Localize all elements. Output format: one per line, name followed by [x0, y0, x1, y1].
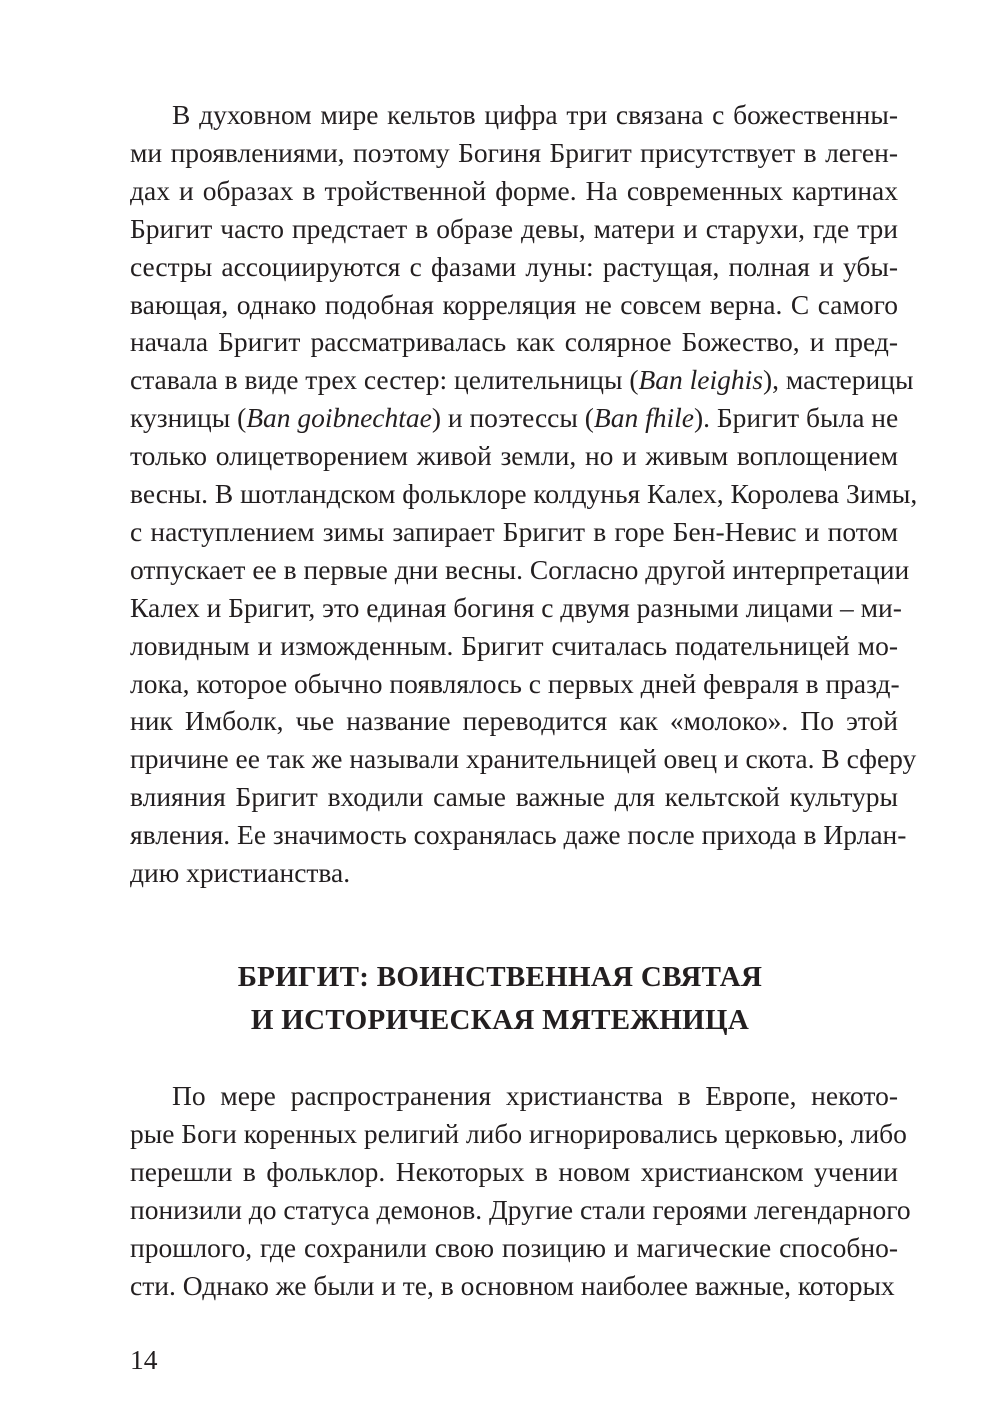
- text-line: Бригит часто предстает в образе девы, матери и старухи, где три: [130, 212, 898, 244]
- text-line: начала Бригит рассматривалась как солярное Божество, и пред-: [130, 326, 898, 358]
- text-line: прошлого, где сохранили свою позицию и магические способно-: [130, 1231, 898, 1263]
- text-line: сти. Однако же были и те, в основном наиболее важные, которых: [130, 1269, 895, 1301]
- text-line: вающая, однако подобная корреляция не совсем верна. С самого: [130, 288, 898, 320]
- text-line: дию христианства.: [130, 857, 351, 888]
- text-line: причине ее так же называли хранительницей овец и скота. В сферу: [130, 743, 917, 775]
- text-line: ловидным и изможденным. Бригит считалась подательницей мо-: [130, 629, 898, 661]
- text-line: В духовном мире кельтов цифра три связана с божественны-: [172, 99, 898, 130]
- page-number: 14: [130, 1344, 158, 1375]
- text-line: кузницы (Ban goibnechtae) и поэтессы (Ban fhile). Бригит была не: [130, 402, 899, 434]
- text-line: ставала в виде трех сестер: целительницы (Ban leighis), мастерицы: [130, 364, 914, 396]
- text-line: отпускает ее в первые дни весны. Согласно другой интерпретации: [130, 553, 910, 585]
- text-line: сестры ассоциируются с фазами луны: растущая, полная и убы-: [130, 250, 898, 282]
- text-line: перешли в фольклор. Некоторых в новом христианском учении: [130, 1155, 898, 1187]
- section-heading-line-2: И ИСТОРИЧЕСКАЯ МЯТЕЖНИЦА: [250, 1004, 750, 1036]
- text-line: с наступлением зимы запирает Бригит в горе Бен-Невис и потом: [130, 515, 898, 547]
- text-line: Калех и Бригит, это единая богиня с двумя разными лицами – ми-: [130, 591, 902, 623]
- text-line: лока, которое обычно появлялось с первых дней февраля в празд-: [130, 667, 900, 699]
- text-line: дах и образах в тройственной форме. На современных картинах: [130, 174, 898, 206]
- text-line: рые Боги коренных религий либо игнорировались церковью, либо: [130, 1117, 907, 1149]
- text-line: явления. Ее значимость сохранялась даже после прихода в Ирлан-: [130, 819, 907, 851]
- text-line: понизили до статуса демонов. Другие стали героями легендарного: [130, 1193, 911, 1225]
- text-line: ник Имболк, чье название переводится как «молоко». По этой: [130, 705, 898, 737]
- text-line: По мере распространения христианства в Европе, некото-: [172, 1080, 898, 1111]
- section-heading-line-1: БРИГИТ: ВОИНСТВЕННАЯ СВЯТАЯ: [237, 961, 763, 993]
- text-line: весны. В шотландском фольклоре колдунья Калех, Королева Зимы,: [130, 478, 918, 509]
- text-line: ми проявлениями, поэтому Богиня Бригит присутствует в леген-: [130, 136, 898, 168]
- text-line: только олицетворением живой земли, но и живым воплощением: [130, 440, 898, 472]
- text-line: влияния Бригит входили самые важные для кельтской культуры: [130, 781, 898, 813]
